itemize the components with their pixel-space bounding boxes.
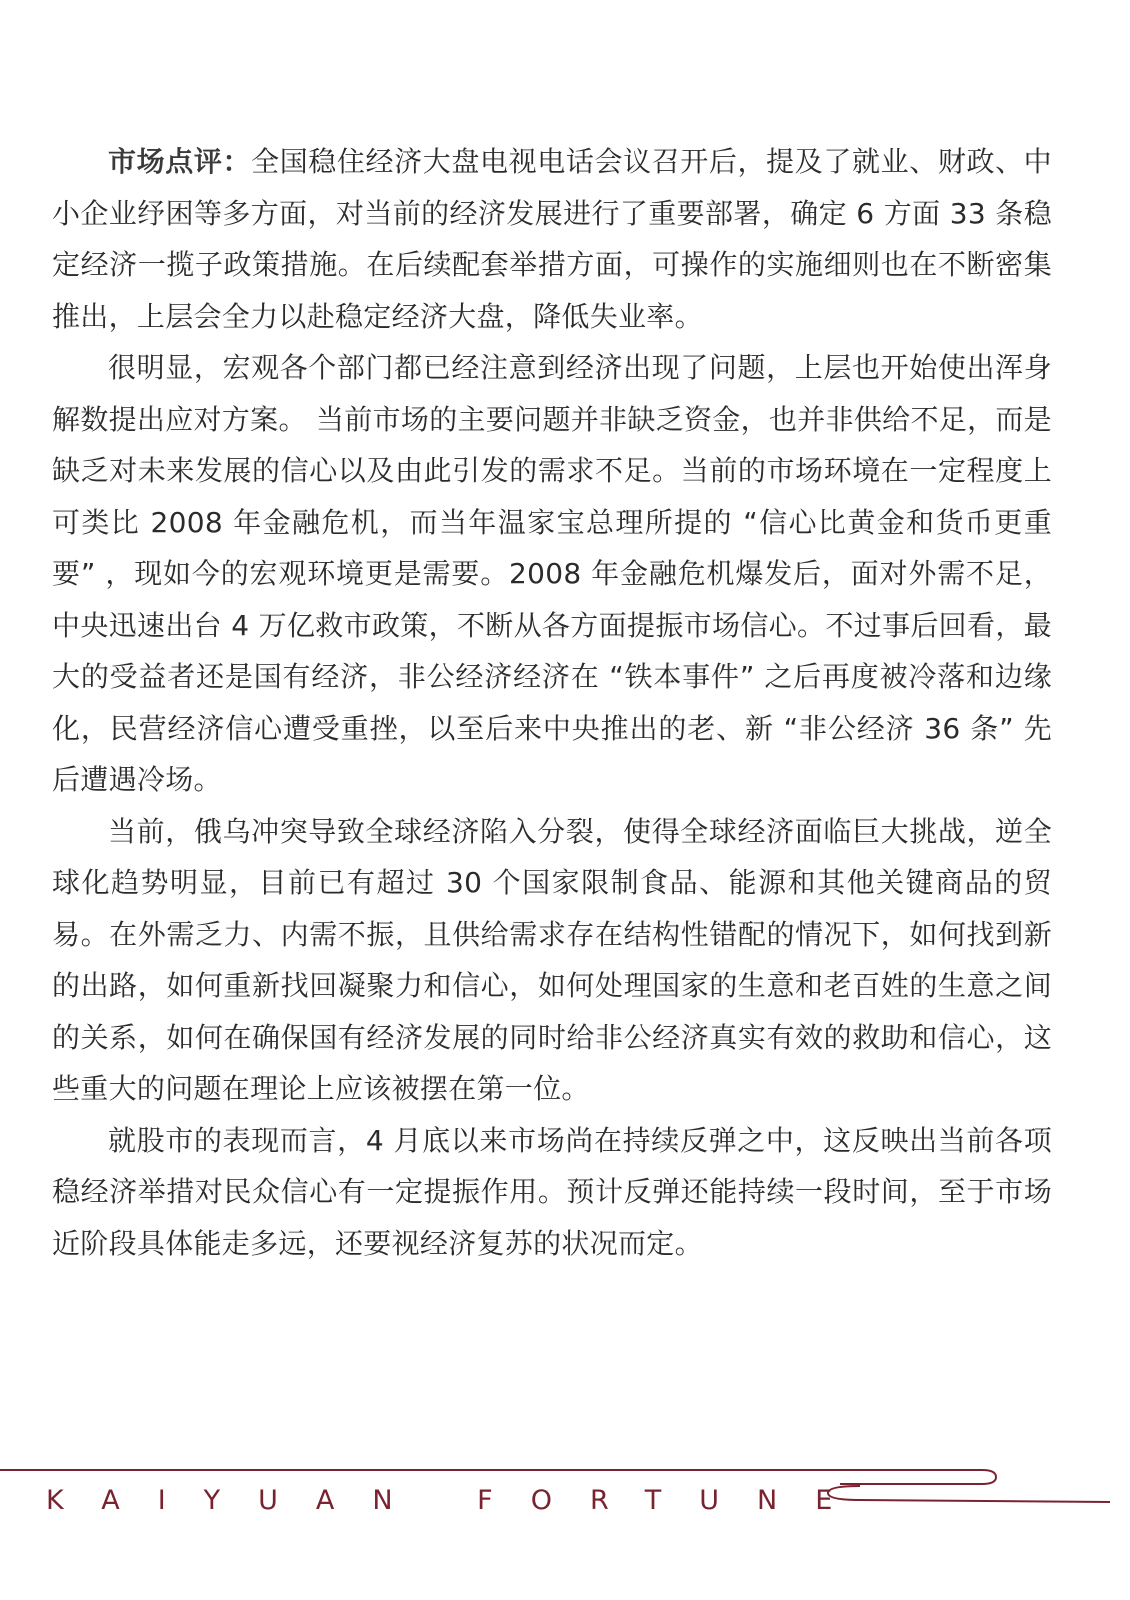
paragraph-3: 当前，俄乌冲突导致全球经济陷入分裂，使得全球经济面临巨大挑战，逆全球化趋势明显，目前已有超过 30 个国家限制食品、能源和其他关键商品的贸易。在外需乏力、内需不振，且供给需求存在结构性错配的情况下，如何找到新的出路，如何重新找回凝聚力和信心，如何处理国家的生意和老百姓的生意之间的关系，如何在确保国有经济发展的同时给非公经济真实有效的救助和信心，这些重大的问题在理论上应该被摆在第一位。: [52, 814, 1052, 1105]
page-footer: [0, 1456, 1130, 1536]
market-comment-label: 市场点评：: [108, 145, 252, 178]
paragraph-1: [52, 136, 1052, 342]
footer-rule-bottom: [828, 1486, 1110, 1502]
article-body: [52, 136, 1052, 1269]
paragraph-4: 就股市的表现而言，4 月底以来市场尚在持续反弹之中，这反映出当前各项稳经济举措对民众信心有一定提振作用。预计反弹还能持续一段时间，至于市场近阶段具体能走多远，还要视经济复苏的状况而定。: [52, 1123, 1052, 1260]
brand-wordmark: KAIYUAN FORTUNE: [46, 1484, 871, 1516]
paragraph-1-text: 全国稳住经济大盘电视电话会议召开后，提及了就业、财政、中小企业纾困等多方面，对当前的经济发展进行了重要部署，确定 6 方面 33 条稳定经济一揽子政策措施。在后续配套举措方面，可操作的实施细则也在不断密集推出，上层会全力以赴稳定经济大盘，降低失业率。: [52, 145, 1052, 333]
paragraph-2: 很明显，宏观各个部门都已经注意到经济出现了问题，上层也开始使出浑身解数提出应对方案。 当前市场的主要问题并非缺乏资金，也并非供给不足，而是缺乏对未来发展的信心以及由此引发的需求不足。当前的市场环境在一定程度上可类比 2008 年金融危机，而当年温家宝总理所提的 “信心比黄金和货币更重要” ，现如今的宏观环境更是需要。2008 年金融危机爆发后，面对外需不足，中央迅速出台 4 万亿救市政策，不断从各方面提振市场信心。不过事后回看，最大的受益者还是国有经济，非公经济经济在 “铁本事件” 之后再度被冷落和边缘化，民营经济信心遭受重挫，以至后来中央推出的老、新 “非公经济 36 条” 先后遭遇冷场。: [52, 351, 1052, 796]
